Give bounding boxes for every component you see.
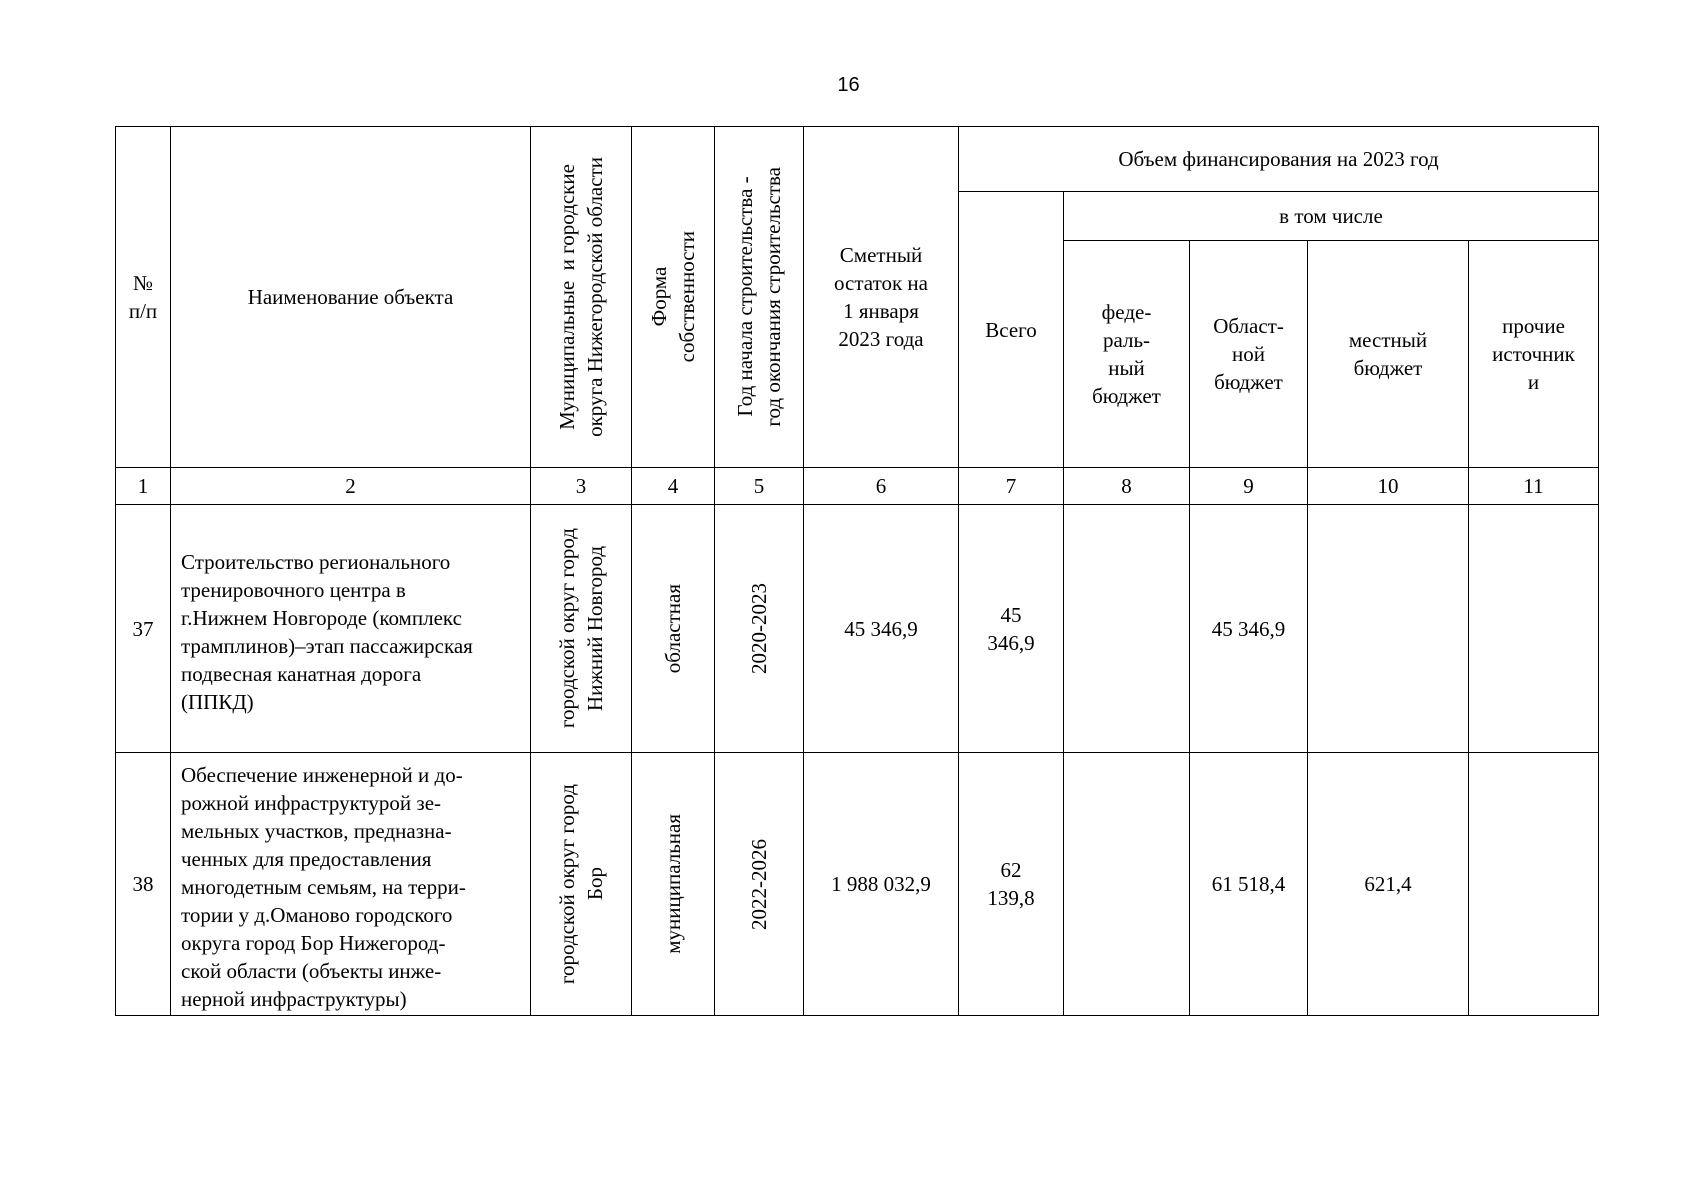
total: 62 139,8 [959,753,1064,1016]
page-number: 16 [837,74,860,96]
municipality: городской округ город Бор [531,753,632,1016]
header-balance-cell: Сметный остаток на 1 января 2023 года [804,127,959,468]
header-number-cell: № п/п [116,127,171,468]
column-number: 2 [171,468,531,505]
local-budget: 621,4 [1308,753,1469,1016]
table-row [116,505,1599,753]
municipality: городской округ город Нижний Новгород [531,505,632,753]
funding-title: Объем финансирования на 2023 год [959,127,1599,192]
column-number: 3 [531,468,632,505]
total: 45 346,9 [959,505,1064,753]
header-regional: Област- ной бюджет [1190,241,1308,468]
financing-table [115,126,1599,1016]
regional-budget: 61 518,4 [1190,753,1308,1016]
row-number: 38 [116,753,171,1016]
ownership: муниципальная [632,753,715,1016]
column-number: 1 [116,468,171,505]
column-number: 10 [1308,468,1469,505]
balance: 45 346,9 [804,505,959,753]
column-number: 9 [1190,468,1308,505]
column-number: 5 [715,468,804,505]
header-local: местный бюджет [1308,241,1469,468]
years: 2022-2026 [715,753,804,1016]
table-row [116,753,1599,1016]
header-federal: феде- раль- ный бюджет [1064,241,1190,468]
other-sources [1469,505,1599,753]
object-name: Обеспечение инженерной и до- рожной инфраструктурой зе- мельных участков, предназна- ченных для предоставления многодетным семьям, на терри- тории у д.Оманово городского округа город Бор Нижегород- ской области (объекты инже- нерной инфраструктуры) [171,753,531,1016]
header-ownership-cell: Форма собственности [632,127,715,468]
object-name: Строительство регионального тренировочного центра в г.Нижнем Новгороде (комплекс трамплинов)–этап пассажирская подвесная канатная дорога (ППКД) [171,505,531,753]
row-number: 37 [116,505,171,753]
years: 2020-2023 [715,505,804,753]
balance: 1 988 032,9 [804,753,959,1016]
column-number: 11 [1469,468,1599,505]
local-budget [1308,505,1469,753]
federal-budget [1064,753,1190,1016]
header-years-cell: Год начала строительства - год окончания строительства [715,127,804,468]
header-including: в том числе [1064,192,1599,241]
other-sources [1469,753,1599,1016]
column-number: 6 [804,468,959,505]
regional-budget: 45 346,9 [1190,505,1308,753]
header-name-cell: Наименование объекта [171,127,531,468]
column-number: 7 [959,468,1064,505]
column-number: 4 [632,468,715,505]
column-number: 8 [1064,468,1190,505]
federal-budget [1064,505,1190,753]
header-total: Всего [959,192,1064,468]
column-numbers-row [116,468,1599,505]
ownership: областная [632,505,715,753]
header-other: прочие источник и [1469,241,1599,468]
header-municipality-cell: Муниципальные и городские округа Нижегородской области [531,127,632,468]
